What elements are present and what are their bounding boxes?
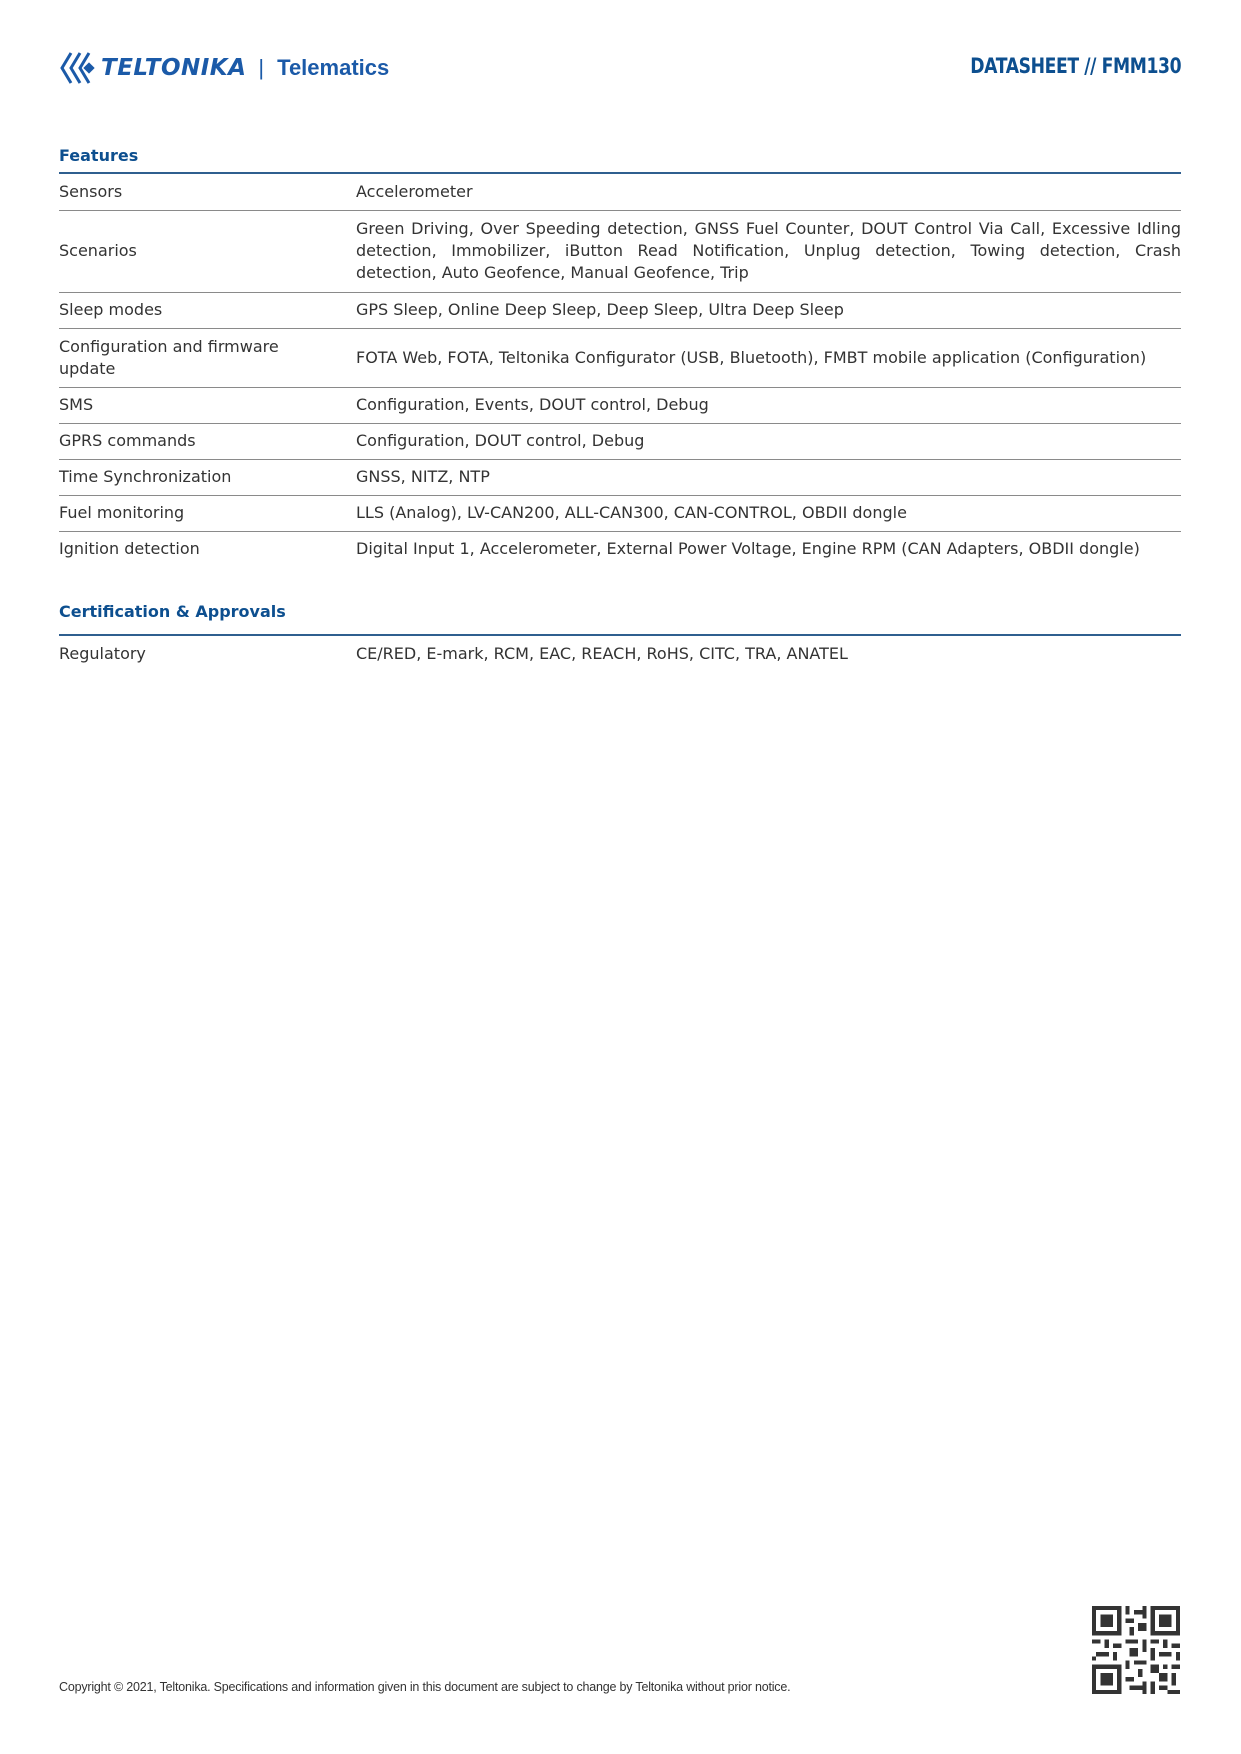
brand-subtitle: Telematics xyxy=(277,55,390,80)
table-row xyxy=(59,292,1181,328)
table-row xyxy=(59,174,1181,210)
table-row xyxy=(59,387,1181,423)
page-header xyxy=(59,46,1181,90)
row-label: Sensors xyxy=(59,181,123,201)
table-row xyxy=(59,636,1181,672)
brand-name: TELTONIKA xyxy=(101,55,247,81)
copyright-notice: Copyright © 2021, Teltonika. Specifications and information given in this document are subject to change by Teltonika without prior notice. xyxy=(59,1680,791,1694)
row-label: Sleep modes xyxy=(59,292,356,328)
document-id: DATASHEET // FMM130 xyxy=(970,54,1181,78)
row-value: Configuration, DOUT control, Debug xyxy=(356,423,1181,459)
teltonika-logo-icon xyxy=(59,50,99,86)
features-table xyxy=(59,174,1181,567)
certification-title: Certification & Approvals xyxy=(59,602,286,621)
table-row xyxy=(59,459,1181,495)
row-value: CE/RED, E-mark, RCM, EAC, REACH, RoHS, CITC, TRA, ANATEL xyxy=(356,644,848,663)
row-value: Digital Input 1, Accelerometer, External Power Voltage, Engine RPM (CAN Adapters, OBDII dongle) xyxy=(356,531,1181,567)
row-label: Configuration and firmware update xyxy=(59,328,356,387)
row-value: LLS (Analog), LV-CAN200, ALL-CAN300, CAN-CONTROL, OBDII dongle xyxy=(356,495,1181,531)
certification-table xyxy=(59,636,1181,672)
row-label: Scenarios xyxy=(59,210,356,292)
qr-code-icon xyxy=(1092,1606,1180,1694)
row-label: Fuel monitoring xyxy=(59,495,356,531)
row-value: Accelerometer xyxy=(356,181,473,201)
row-value: GNSS, NITZ, NTP xyxy=(356,459,1181,495)
row-value: FOTA Web, FOTA, Teltonika Configurator (USB, Bluetooth), FMBT mobile application (Configuration) xyxy=(356,328,1181,387)
row-label: SMS xyxy=(59,387,356,423)
row-label: Time Synchronization xyxy=(59,459,356,495)
table-row xyxy=(59,423,1181,459)
row-value: Configuration, Events, DOUT control, Debug xyxy=(356,387,1181,423)
row-label: Regulatory xyxy=(59,644,146,663)
table-row xyxy=(59,495,1181,531)
table-row xyxy=(59,210,1181,292)
teltonika-logo xyxy=(59,46,389,90)
features-title: Features xyxy=(59,146,139,165)
table-row xyxy=(59,531,1181,567)
row-value: GPS Sleep, Online Deep Sleep, Deep Sleep, Ultra Deep Sleep xyxy=(356,292,1181,328)
row-label: Ignition detection xyxy=(59,531,356,567)
row-value: Green Driving, Over Speeding detection, GNSS Fuel Counter, DOUT Control Via Call, Excessive Idling detection, Immobilizer, iButton Read Notification, Unplug detection, Towing detection, Crash detection, Auto Geofence, Manual Geofence, Trip xyxy=(356,210,1181,292)
table-row xyxy=(59,328,1181,387)
row-label: GPRS commands xyxy=(59,423,356,459)
brand-divider: | xyxy=(258,55,265,80)
